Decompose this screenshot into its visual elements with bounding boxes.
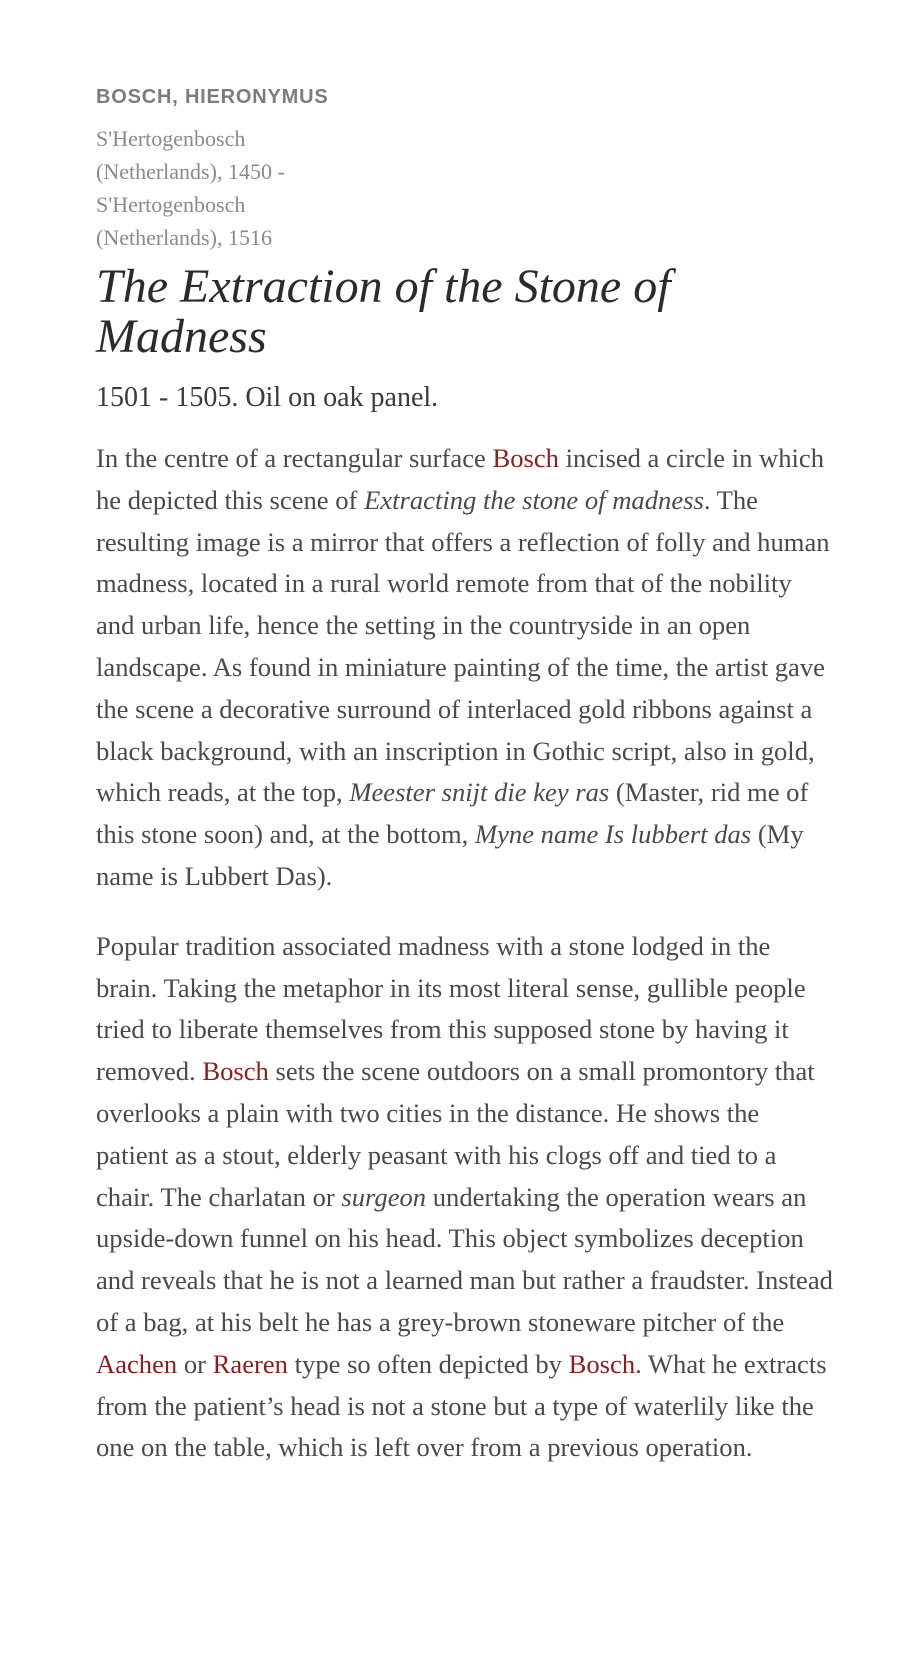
- text-segment: . The resulting image is a mirror that offers a reflection of folly and human madness, located in a rural world remote from that of the nobility and urban life, hence the setting in the countryside in an open landscape. As found in miniature painting of the time, the artist gave the scene a decorative surround of interlaced gold ribbons against a black background, with an inscription in Gothic script, also in gold, which reads, at the top,: [96, 484, 830, 808]
- emphasis-text: Extracting the stone of madness: [364, 484, 704, 515]
- text-segment: . What he extracts from the patient’s head is not a stone but a type of waterlily like the one on the table, which is left over from a previous operation.: [96, 1348, 827, 1463]
- link-aachen[interactable]: Aachen: [96, 1348, 178, 1379]
- text-segment: Popular tradition associated madness with a stone lodged in the brain. Taking the metaphor in its most literal sense, gullible people tried to liberate themselves from this supposed stone by having it removed.: [96, 930, 806, 1087]
- text-segment: incised a circle in which he depicted this scene of: [96, 443, 825, 515]
- text-segment: (Master, rid me of this stone soon) and, at the bottom,: [96, 777, 809, 850]
- link-bosch[interactable]: Bosch: [492, 443, 559, 473]
- artist-name: BOSCH, HIERONYMUS: [96, 86, 329, 108]
- artist-bio: S'Hertogenbosch (Netherlands), 1450 - S'Hertogenbosch (Netherlands), 1516: [96, 126, 285, 250]
- emphasis-text: surgeon: [341, 1181, 427, 1212]
- description-paragraph-1: [96, 438, 836, 898]
- link-raeren[interactable]: Raeren: [212, 1348, 288, 1379]
- emphasis-text: Meester snijt die key ras: [349, 777, 610, 808]
- artwork-title: The Extraction of the Stone of Madness: [96, 260, 671, 363]
- text-segment: In the centre of a rectangular surface: [96, 443, 493, 473]
- text-segment: sets the scene outdoors on a small promontory that overlooks a plain with two cities in the distance. He shows the patient as a stout, elderly peasant with his clogs off and tied to a chair. The charlatan or: [96, 1056, 815, 1212]
- link-bosch[interactable]: Bosch: [202, 1056, 269, 1087]
- emphasis-text: Myne name Is lubbert das: [474, 819, 752, 850]
- text-segment: or: [177, 1348, 213, 1379]
- link-bosch[interactable]: Bosch: [568, 1348, 636, 1379]
- text-segment: (My name is Lubbert Das).: [96, 819, 804, 891]
- artwork-date-medium: 1501 - 1505. Oil on oak panel.: [96, 382, 439, 413]
- text-segment: undertaking the operation wears an upside-down funnel on his head. This object symbolizes deception and reveals that he is not a learned man but rather a fraudster. Instead of a bag, at his belt he has a grey-brown stoneware pitcher of the: [96, 1181, 833, 1337]
- description-paragraph-2: [96, 926, 836, 1469]
- text-segment: type so often depicted by: [287, 1348, 569, 1379]
- artwork-description: [96, 84, 836, 1469]
